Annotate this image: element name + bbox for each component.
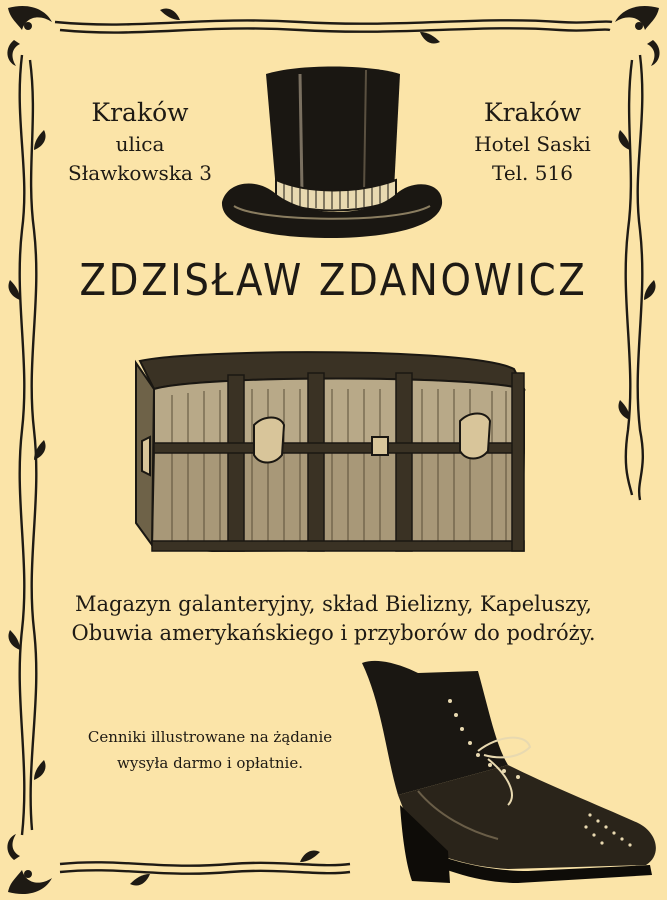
- address-left: [50, 100, 230, 183]
- address-right-city: Kraków: [483, 98, 582, 127]
- ankle-boot-illustration: [358, 655, 663, 890]
- address-right-hotel: Hotel Saski: [474, 132, 591, 156]
- top-hat-illustration: [218, 62, 448, 242]
- description-line-1: Magazyn galanteryjny, skład Bielizny, Kapeluszy,: [75, 592, 592, 616]
- address-right-phone: Tel. 516: [492, 161, 573, 185]
- merchant-name-heading: ZDZISŁAW ZDANOWICZ: [79, 255, 588, 306]
- catalog-note-line-1: Cenniki illustrowane na żądanie: [87, 728, 333, 746]
- catalog-note: [55, 724, 365, 777]
- description-line-2: Obuwia amerykańskiego i przyborów do podróży.: [71, 621, 596, 646]
- address-right: [445, 100, 620, 183]
- address-left-street: Sławkowska 3: [68, 161, 212, 185]
- address-left-city: Kraków: [91, 98, 189, 127]
- catalog-note-line-2: wysyła darmo i opłatnie.: [117, 754, 303, 773]
- travel-trunk-illustration: [132, 345, 532, 565]
- address-left-street-label: ulica: [115, 132, 165, 156]
- shop-description: [40, 590, 627, 649]
